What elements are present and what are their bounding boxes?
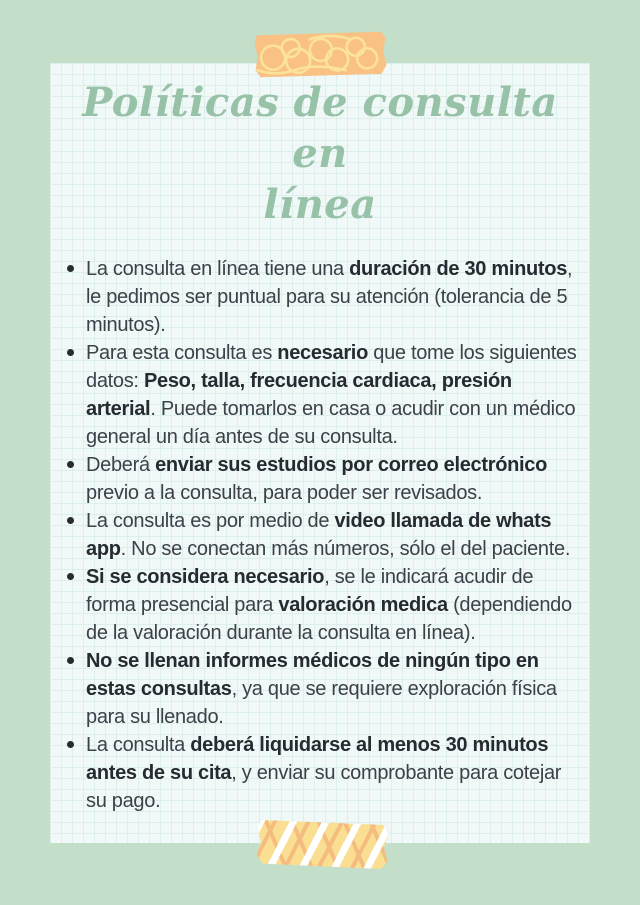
policy-text-bold: valoración medica xyxy=(278,593,448,616)
policy-text: (dependiendo de la valoración durante la consulta en línea). xyxy=(86,593,572,644)
page-title-line2: línea xyxy=(263,181,377,229)
policy-text-bold: Peso, talla, frecuencia cardiaca, presión arterial xyxy=(86,369,512,420)
policy-item xyxy=(86,647,582,731)
policy-text: previo a la consulta, para poder ser revisados. xyxy=(86,481,483,504)
policy-text: Para esta consulta es xyxy=(86,341,278,364)
page-title-line1: Políticas de consulta en xyxy=(82,79,558,178)
policy-text-bold: video llamada de whats app xyxy=(86,509,552,560)
page-title xyxy=(50,63,590,231)
policy-text-bold: No se llenan informes médicos de ningún tipo en estas consultas xyxy=(86,649,539,700)
policy-item xyxy=(86,563,582,647)
policy-text: , ya que se requiere exploración física para su llenado. xyxy=(86,677,557,728)
policy-text: La consulta en línea tiene una xyxy=(86,257,350,280)
policy-item xyxy=(86,339,582,451)
policy-text-bold: duración de 30 minutos xyxy=(349,257,568,280)
policy-text: , le pedimos ser puntual para su atención (tolerancia de 5 minutos). xyxy=(86,257,573,336)
policy-text: que tome los siguientes datos: xyxy=(86,341,577,392)
policy-item xyxy=(86,507,582,563)
policy-text-bold: deberá liquidarse al menos 30 minutos antes de su cita xyxy=(86,733,549,784)
washi-tape-top xyxy=(254,31,386,79)
policy-text: . No se conectan más números, sólo el del paciente. xyxy=(120,537,571,560)
policy-list xyxy=(86,255,582,815)
policy-text: , se le indicará acudir de forma presencial para xyxy=(86,565,534,616)
policy-item xyxy=(86,255,582,339)
policy-item xyxy=(86,731,582,815)
policy-text: , y enviar su comprobante para cotejar su pago. xyxy=(86,761,562,812)
policy-text-bold: necesario xyxy=(277,341,368,364)
scribble-pattern-icon xyxy=(254,31,386,79)
policy-text-bold: Si se considera necesario xyxy=(86,565,325,588)
policy-text: . Puede tomarlos en casa o acudir con un médico general un día antes de su consulta. xyxy=(86,397,576,448)
policy-text: La consulta xyxy=(86,733,191,756)
policy-item xyxy=(86,451,582,507)
policy-text: La consulta es por medio de xyxy=(86,509,335,532)
paper-sheet xyxy=(50,63,590,843)
washi-tape-bottom xyxy=(256,820,388,870)
policy-text-bold: enviar sus estudios por correo electrónico xyxy=(155,453,548,476)
policy-text: Deberá xyxy=(86,453,156,476)
